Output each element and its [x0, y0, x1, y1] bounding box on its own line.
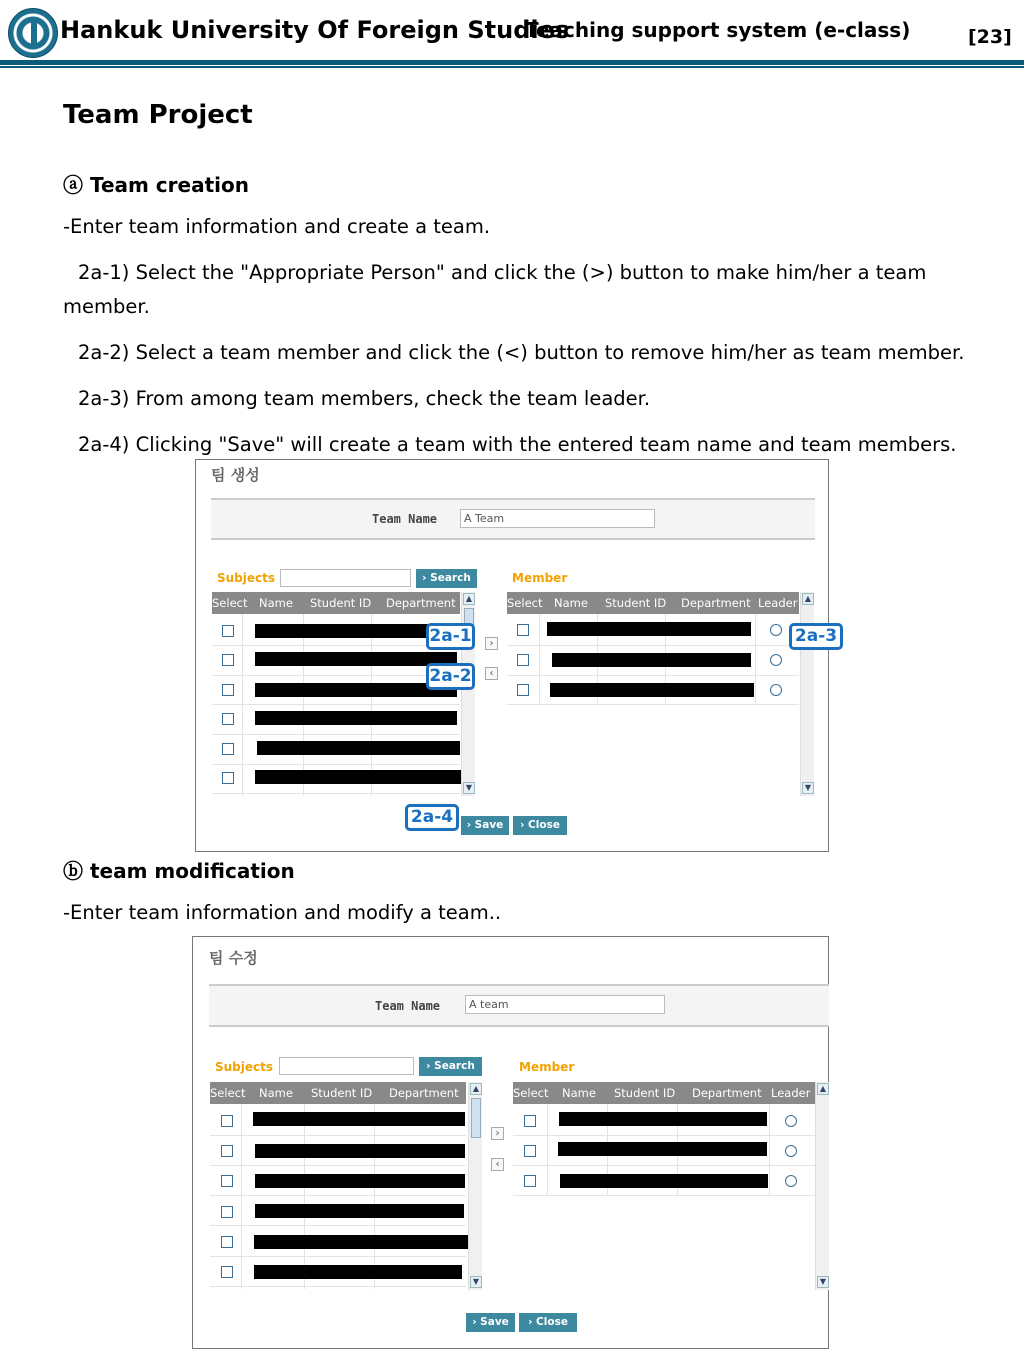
redacted-data [558, 1142, 767, 1156]
col-select: Select [513, 1086, 549, 1100]
remove-member-button[interactable]: ‹ [485, 667, 498, 680]
leader-radio[interactable] [770, 684, 782, 696]
redacted-data [255, 1174, 465, 1188]
redacted-data [560, 1174, 768, 1188]
table-row[interactable] [212, 616, 460, 646]
leader-radio[interactable] [785, 1115, 797, 1127]
col-name: Name [259, 596, 293, 610]
member-row[interactable] [513, 1166, 815, 1196]
page-header [0, 0, 1024, 70]
row-checkbox[interactable] [222, 684, 234, 696]
table-row[interactable] [212, 675, 460, 705]
step-2a-3: 2a-3) From among team members, check the team leader. [78, 387, 651, 410]
row-checkbox[interactable] [222, 743, 234, 755]
scroll-down-icon[interactable]: ▼ [470, 1276, 482, 1288]
row-checkbox[interactable] [222, 713, 234, 725]
col-name: Name [259, 1086, 293, 1100]
callout-2a-2: 2a-2 [426, 663, 475, 690]
col-student-id: Student ID [605, 596, 667, 610]
step-2a-2: 2a-2) Select a team member and click the (<) button to remove him/her as team member. [78, 341, 965, 364]
redacted-data [257, 741, 460, 755]
member-label: Member [512, 571, 568, 585]
col-leader: Leader [771, 1086, 811, 1100]
subjects-table-header [210, 1082, 466, 1104]
table-row[interactable] [210, 1106, 466, 1136]
close-button[interactable]: › Close [513, 816, 567, 835]
subjects-search-input[interactable] [280, 569, 411, 587]
leader-radio[interactable] [770, 654, 782, 666]
redacted-data [254, 1265, 462, 1279]
section-a-heading: ⓐ Team creation [63, 173, 249, 197]
table-row[interactable] [210, 1227, 466, 1257]
section-a-intro: -Enter team information and create a team. [63, 215, 491, 238]
redacted-data [253, 1112, 465, 1126]
scroll-down-icon[interactable]: ▼ [802, 782, 814, 794]
row-checkbox[interactable] [524, 1115, 536, 1127]
leader-radio[interactable] [770, 624, 782, 636]
col-department: Department [386, 596, 456, 610]
row-checkbox[interactable] [222, 625, 234, 637]
member-scrollbar[interactable] [815, 1082, 829, 1290]
scroll-up-icon[interactable]: ▲ [802, 593, 814, 605]
close-button[interactable]: › Close [519, 1313, 577, 1332]
row-checkbox[interactable] [524, 1145, 536, 1157]
member-label: Member [519, 1060, 575, 1074]
col-name: Name [554, 596, 588, 610]
member-table-header [507, 592, 799, 614]
save-button[interactable]: › Save [461, 816, 509, 835]
row-checkbox[interactable] [517, 654, 529, 666]
member-row[interactable] [513, 1136, 815, 1166]
leader-radio[interactable] [785, 1145, 797, 1157]
member-row[interactable] [507, 675, 799, 705]
col-student-id: Student ID [311, 1086, 373, 1100]
subjects-search-input[interactable] [279, 1057, 414, 1075]
subjects-scrollbar[interactable] [468, 1082, 482, 1290]
row-checkbox[interactable] [221, 1236, 233, 1248]
table-row[interactable] [210, 1257, 466, 1287]
row-checkbox[interactable] [221, 1266, 233, 1278]
row-checkbox[interactable] [222, 654, 234, 666]
row-checkbox[interactable] [517, 624, 529, 636]
member-row[interactable] [513, 1106, 815, 1136]
col-department: Department [389, 1086, 459, 1100]
col-department: Department [692, 1086, 762, 1100]
subjects-label: Subjects [215, 1060, 274, 1074]
member-row[interactable] [507, 646, 799, 676]
save-button[interactable]: › Save [466, 1313, 515, 1332]
scroll-thumb[interactable] [471, 1098, 481, 1138]
team-name-input[interactable]: A Team [460, 509, 655, 528]
search-button[interactable]: › Search [419, 1057, 482, 1076]
member-table-header [513, 1082, 815, 1104]
step-2a-4: 2a-4) Clicking "Save" will create a team with the entered team name and team members. [78, 433, 957, 456]
system-name: Teaching support system (e-class) [525, 18, 911, 42]
team-name-input[interactable]: A team [465, 995, 665, 1014]
scroll-down-icon[interactable]: ▼ [817, 1276, 829, 1288]
redacted-data [547, 622, 751, 636]
redacted-data [255, 624, 440, 638]
callout-2a-1: 2a-1 [426, 623, 475, 650]
redacted-data [255, 1144, 465, 1158]
table-row[interactable] [210, 1166, 466, 1196]
header-divider [0, 60, 1024, 65]
subjects-table-header [212, 592, 460, 614]
section-b-intro: -Enter team information and modify a team.. [63, 901, 502, 924]
col-select: Select [210, 1086, 246, 1100]
remove-member-button[interactable]: ‹ [491, 1158, 504, 1171]
redacted-data [559, 1112, 767, 1126]
table-row[interactable] [210, 1196, 466, 1226]
redacted-data [255, 770, 461, 784]
search-button[interactable]: › Search [416, 569, 477, 588]
callout-2a-4: 2a-4 [405, 804, 459, 831]
col-student-id: Student ID [614, 1086, 676, 1100]
scroll-up-icon[interactable]: ▲ [470, 1083, 482, 1095]
redacted-data [255, 1204, 464, 1218]
team-name-label: Team Name [372, 512, 438, 526]
shot-title: 팀 수정 [209, 949, 258, 967]
table-row[interactable] [212, 735, 460, 765]
team-creation-screenshot [195, 459, 838, 852]
add-member-button[interactable]: › [491, 1127, 504, 1140]
add-member-button[interactable]: › [485, 637, 498, 650]
team-name-label: Team Name [375, 999, 441, 1013]
university-logo-icon [8, 8, 58, 58]
table-row[interactable] [210, 1136, 466, 1166]
row-checkbox[interactable] [524, 1175, 536, 1187]
scroll-up-icon[interactable]: ▲ [817, 1083, 829, 1095]
row-checkbox[interactable] [221, 1115, 233, 1127]
step-2a-1: 2a-1) Select the "Appropriate Person" and click the (>) button to make him/her a team [78, 261, 927, 284]
subjects-label: Subjects [217, 571, 276, 585]
page-number: [23] [968, 26, 1012, 48]
col-department: Department [681, 596, 751, 610]
redacted-data [552, 653, 751, 667]
section-b-heading: ⓑ team modification [63, 859, 295, 883]
row-checkbox[interactable] [517, 684, 529, 696]
step-2a-1-cont: member. [63, 295, 150, 318]
col-leader: Leader [758, 596, 798, 610]
col-select: Select [212, 596, 248, 610]
shot-title: 팀 생성 [211, 466, 260, 484]
scroll-up-icon[interactable]: ▲ [463, 593, 475, 605]
table-row[interactable] [212, 646, 460, 676]
header-divider-thin [0, 66, 1024, 68]
table-row[interactable] [212, 764, 460, 794]
col-name: Name [562, 1086, 596, 1100]
redacted-data [550, 683, 754, 697]
row-checkbox[interactable] [221, 1145, 233, 1157]
table-row[interactable] [212, 705, 460, 735]
redacted-data [254, 1235, 468, 1249]
row-checkbox[interactable] [221, 1206, 233, 1218]
team-modification-screenshot [192, 936, 829, 1349]
university-name: Hankuk University Of Foreign Studies [60, 16, 570, 44]
member-row[interactable] [507, 616, 799, 646]
col-student-id: Student ID [310, 596, 372, 610]
callout-2a-3: 2a-3 [789, 623, 843, 650]
page-title: Team Project [63, 100, 253, 130]
redacted-data [255, 711, 457, 725]
row-checkbox[interactable] [222, 772, 234, 784]
col-select: Select [507, 596, 543, 610]
scroll-down-icon[interactable]: ▼ [463, 782, 475, 794]
leader-radio[interactable] [785, 1175, 797, 1187]
row-checkbox[interactable] [221, 1175, 233, 1187]
